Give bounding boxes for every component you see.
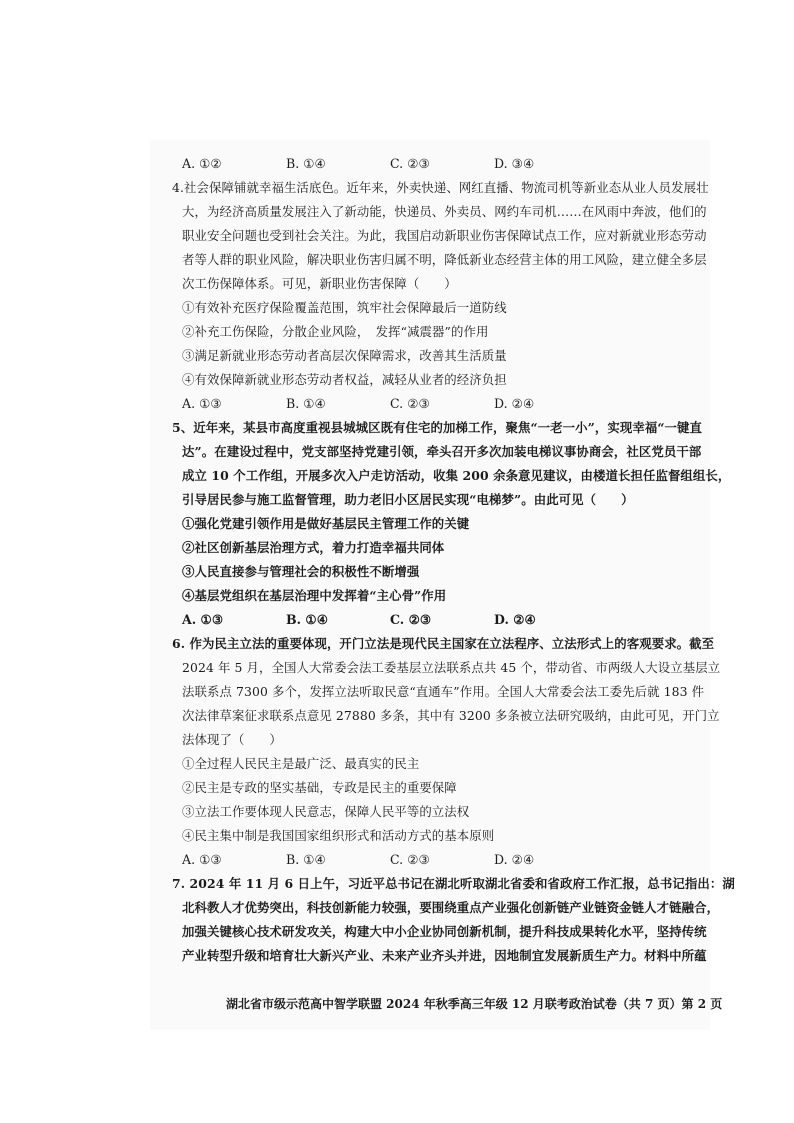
statement-item: ②社区创新基层治理方式，着力打造幸福共同体 (182, 540, 445, 555)
option-a: A. ①② (182, 156, 222, 171)
question-text-line: 5、近年来，某县市高度重视县城城区既有住宅的加梯工作，聚焦“一老一小”，实现幸福“一键直 (172, 420, 703, 435)
option-a: A. ①③ (182, 852, 222, 867)
option-d: D. ②④ (494, 396, 535, 411)
question-7 (172, 872, 735, 968)
question-text-line: 大，为经济高质量发展注入了新动能，快递员、外卖员、网约车司机……在风雨中奔波，他们的 (182, 204, 707, 219)
question-text-line: 2024 年 5 月，全国人大常委会法工委基层立法联系点共 45 个，带动省、市两级人大设立基层立 (182, 660, 721, 675)
question-text-line: 法联系点 7300 多个，发挥立法听取民意“直通车”作用。全国人大常委会法工委先后就 183 件 (182, 684, 705, 699)
option-b: B. ①④ (286, 612, 328, 627)
statement-item: ②补充工伤保险，分散企业风险， 发挥“减震器”的作用 (182, 324, 489, 339)
statement-item: ③人民直接参与管理社会的积极性不断增强 (182, 564, 420, 579)
statement-item: ①强化党建引领作用是做好基层民主管理工作的关键 (182, 516, 470, 531)
question-text-line: 4.社会保障铺就幸福生活底色。近年来，外卖快递、网红直播、物流司机等新业态从业人员发展壮 (172, 180, 709, 195)
q4-options (182, 392, 698, 416)
statement-item: ②民主是专政的坚实基础，专政是民主的重要保障 (182, 780, 457, 795)
statement-item: ④民主集中制是我国国家组织形式和活动方式的基本原则 (182, 828, 495, 843)
option-c: C. ②③ (390, 852, 430, 867)
option-b: B. ①④ (286, 852, 326, 867)
option-a: A. ①③ (182, 612, 224, 627)
q6-options (182, 848, 698, 872)
statement-item: ①全过程人民民主是最广泛、最真实的民主 (182, 756, 420, 771)
statement-item: ④基层党组织在基层治理中发挥着“主心骨”作用 (182, 588, 447, 603)
q3-options (182, 152, 698, 176)
option-b: B. ①④ (286, 396, 326, 411)
page-footer: 湖北省市级示范高中智学联盟 2024 年秋季高三年级 12 月联考政治试卷（共 7 页）第 2 页 (226, 997, 723, 1011)
page-content (172, 152, 735, 968)
question-text-line: 引导居民参与施工监督管理，助力老旧小区居民实现“电梯梦”。由此可见（ ） (182, 492, 634, 507)
question-text-line: 职业安全问题也受到社会关注。为此，我国启动新职业伤害保障试点工作，应对新就业形态劳动 (182, 228, 707, 243)
option-d: D. ③④ (494, 156, 535, 171)
question-6 (172, 632, 721, 872)
statement-item: ④有效保障新就业形态劳动者权益，减轻从业者的经济负担 (182, 372, 507, 387)
option-c: C. ②③ (390, 396, 430, 411)
question-text-line: 7. 2024 年 11 月 6 日上午，习近平总书记在湖北听取湖北省委和省政府工作汇报，总书记指出：湖 (172, 876, 735, 891)
option-d: D. ②④ (494, 852, 535, 867)
question-text-line: 次法律草案征求联系点意见 27880 多条，其中有 3200 多条被立法研究吸纳，由此可见，开门立 (182, 708, 720, 723)
question-text-line: 成立 10 个工作组，开展多次入户走访活动，收集 200 余条意见建议，由楼道长担任监督组组长， (182, 468, 731, 483)
option-c: C. ②③ (390, 156, 430, 171)
question-text-line: 达”。在建设过程中，党支部坚持党建引领，牵头召开多次加装电梯议事协商会，社区党员干部 (182, 444, 702, 459)
question-text-line: 6. 作为民主立法的重要体现，开门立法是现代民主国家在立法程序、立法形式上的客观要求。截至 (172, 636, 715, 651)
question-4 (172, 176, 709, 416)
question-text-line: 法体现了（ ） (182, 732, 282, 747)
option-b: B. ①④ (286, 156, 326, 171)
option-d: D. ②④ (494, 612, 536, 627)
statement-item: ①有效补充医疗保险覆盖范围，筑牢社会保障最后一道防线 (182, 300, 507, 315)
statement-item: ③满足新就业形态劳动者高层次保障需求，改善其生活质量 (182, 348, 507, 363)
question-text-line: 产业转型升级和培育壮大新兴产业、未来产业齐头并进，因地制宜发展新质生产力。材料中所蕴 (182, 948, 707, 963)
question-text-line: 加强关键核心技术研发攻关，构建大中小企业协同创新机制，提升科技成果转化水平，坚持传统 (182, 924, 707, 939)
question-text-line: 北科教人才优势突出，科技创新能力较强，要围绕重点产业强化创新链产业链资金链人才链融合， (182, 900, 720, 915)
question-5 (172, 416, 731, 632)
question-text-line: 者等人群的职业风险，解决职业伤害归属不明，降低新业态经营主体的用工风险，建立健全多层 (182, 252, 707, 267)
statement-item: ③立法工作要体现人民意志，保障人民平等的立法权 (182, 804, 470, 819)
question-text-line: 次工伤保障体系。可见，新职业伤害保障（ ） (182, 276, 457, 291)
q5-options (182, 608, 698, 632)
option-a: A. ①③ (182, 396, 222, 411)
option-c: C. ②③ (390, 612, 432, 627)
